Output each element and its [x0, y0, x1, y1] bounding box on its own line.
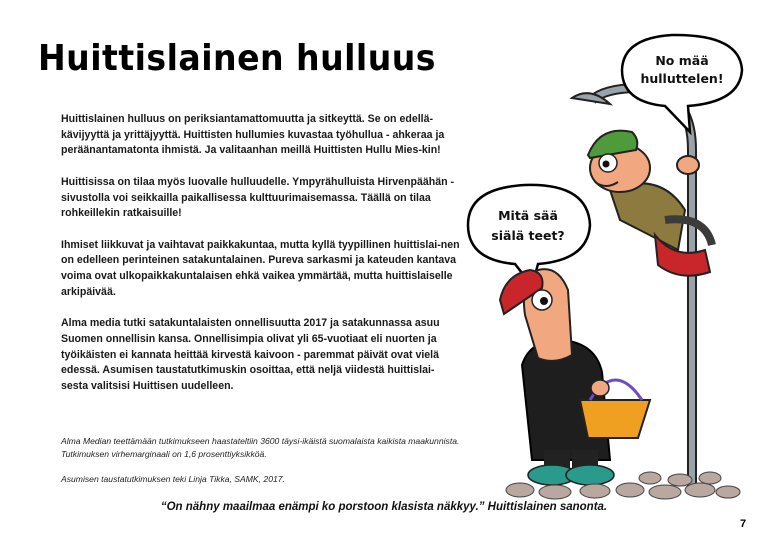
page-number: 7	[740, 518, 747, 530]
speech-bubble-top	[622, 35, 742, 132]
paragraph: Alma media tutki satakuntalaisten onnellisuutta 2017 ja satakunnassa asuu Suomen onnellisin kansa. Onnellisimpia olivat yli 65-vuotiaat eli nuorten ja työikäisten ei kannata heittää kirvestä kaivoon - paremmat päivät ovat vielä edessä. Asumisen taustatutkimuskin osoittaa, että neljä viidestä huittislai-sesta valitsisi Huittisen uudelleen.	[61, 317, 440, 392]
man-with-basket	[500, 269, 650, 485]
saying-quote: “On nähny maailmaa enämpi ko porstoon klasista näkkyy.” Huittislainen sanonta.	[160, 501, 608, 513]
bubble-top-line: No mää	[655, 53, 709, 68]
paragraph: Ihmiset liikkuvat ja vaihtavat paikkakuntaa, mutta kyllä tyypillinen huittislai-nen on edelleen perinteinen satakuntalainen. Pureva sarkasmi ja kateuden kantava voima ovat ulkopaikkakuntalaisen ehkä vaikea ymmärtää, mutta huittislaiselle arkipäivää.	[61, 238, 460, 298]
footnote: Alma Median teettämään tutkimukseen haastateltiin 3600 täysi-ikäistä suomalaista kaikista maakunnista. Tutkimuksen virhemarginaali on 1,6 prosenttiyksikköä.	[61, 436, 460, 459]
paragraph: Huittisissa on tilaa myös luovalle hulluudelle. Ympyrähulluista Hirvenpäähän - sivustolla voi seikkailla paikallisessa kulttuurimaisemassa. Täällä on tilaa rohkeillekin ratkaisuille!	[61, 175, 455, 220]
paragraph: Huittislainen hulluus on periksiantamattomuutta ja sitkeyttä. Se on edellä-kävijyyttä ja yrittäjyyttä. Huittisten hullumies kuvastaa työhullua - ahkeraa ja peräänantamatonta ihmistä. Ja valitaanhan meillä Huittisten Hullu Mies-kin!	[61, 113, 445, 157]
bubble-top-line: hulluttelen!	[640, 71, 724, 86]
cartoon-illustration	[460, 20, 760, 500]
footnote: Asumisen taustatutkimuksen teki Linja Tikka, SAMK, 2017.	[61, 473, 285, 484]
footnotes	[61, 435, 461, 498]
body-text	[61, 112, 461, 410]
bubble-bottom-line: siälä teet?	[491, 228, 565, 243]
bubble-bottom-line: Mitä sää	[498, 208, 558, 223]
page-title: Huittislainen hulluus	[38, 38, 436, 79]
